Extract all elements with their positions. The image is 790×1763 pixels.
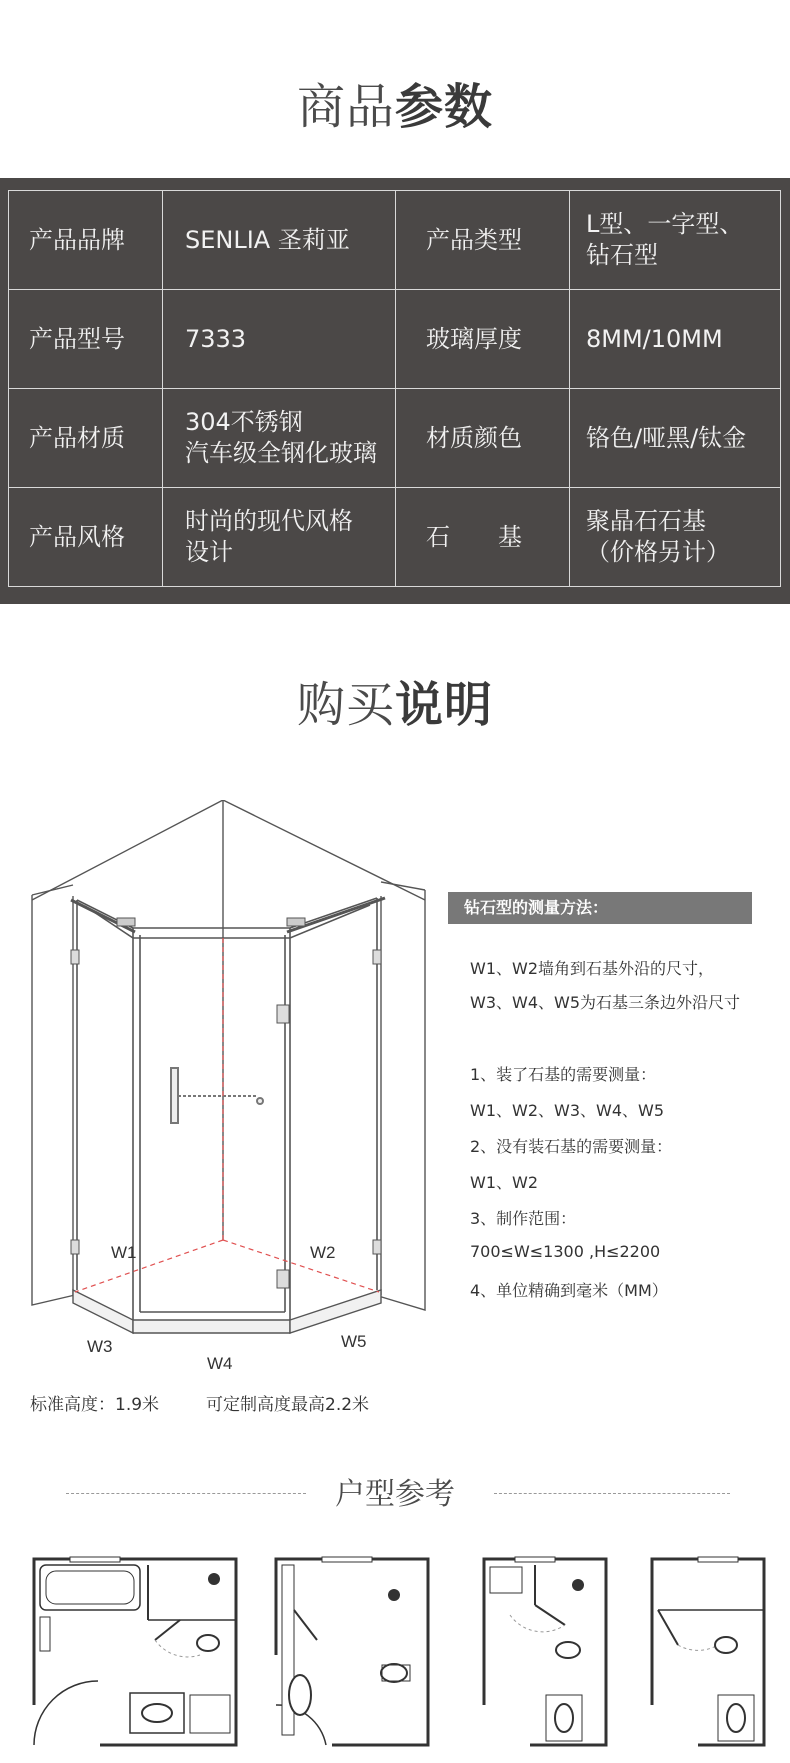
params-value bbox=[163, 290, 396, 389]
params-row bbox=[9, 389, 781, 488]
params-value-line: 时尚的现代风格 bbox=[185, 507, 353, 535]
params-value bbox=[163, 191, 396, 290]
method-line: W3、W4、W5为石基三条边外沿尺寸 bbox=[470, 993, 741, 1012]
method-line: 4、单位精确到毫米（MM） bbox=[470, 1281, 668, 1300]
params-row bbox=[9, 290, 781, 389]
params-value bbox=[163, 488, 396, 587]
method-line: 3、制作范围： bbox=[470, 1209, 577, 1228]
params-value bbox=[570, 389, 781, 488]
params-value bbox=[570, 290, 781, 389]
method-line: W1、W2墙角到石基外沿的尺寸， bbox=[470, 959, 715, 978]
params-value bbox=[163, 389, 396, 488]
params-row bbox=[9, 191, 781, 290]
params-label: 石 基 bbox=[396, 488, 570, 587]
params-label: 材质颜色 bbox=[396, 389, 570, 488]
params-value-line: 设计 bbox=[185, 538, 233, 566]
params-label: 产品品牌 bbox=[9, 191, 163, 290]
params-section-title bbox=[0, 68, 790, 137]
shower-diagram bbox=[25, 800, 445, 1370]
floor-plan-1 bbox=[30, 1555, 240, 1750]
floor-plan-2 bbox=[272, 1555, 432, 1750]
params-value-line: 7333 bbox=[185, 324, 247, 353]
method-line: W1、W2、W3、W4、W5 bbox=[470, 1101, 665, 1120]
w5-label: W5 bbox=[341, 1332, 367, 1351]
params-table bbox=[8, 190, 781, 587]
method-title: 钻石型的测量方法： bbox=[448, 892, 752, 924]
ceiling-line bbox=[32, 800, 425, 900]
w4-label: W4 bbox=[207, 1354, 233, 1370]
params-value bbox=[570, 191, 781, 290]
custom-height: 可定制高度最高2.2米 bbox=[206, 1395, 370, 1415]
w3-label: W3 bbox=[87, 1337, 113, 1356]
params-label: 产品材质 bbox=[9, 389, 163, 488]
params-value-line: SENLIA 圣莉亚 bbox=[185, 225, 350, 254]
params-title-bold: 参数 bbox=[395, 79, 494, 135]
params-value-line: 304不锈钢 bbox=[185, 408, 303, 436]
floor-plan-3 bbox=[480, 1555, 610, 1750]
params-title-light: 商品 bbox=[296, 79, 395, 135]
purchase-title-light: 购买 bbox=[296, 677, 395, 733]
right-wall-edge bbox=[375, 890, 425, 1310]
standard-height: 标准高度：1.9米 bbox=[30, 1395, 160, 1415]
w1-label: W1 bbox=[111, 1243, 137, 1262]
method-line: 1、装了石基的需要测量： bbox=[470, 1065, 657, 1084]
layout-title: 户型参考 bbox=[335, 1477, 455, 1512]
params-row bbox=[9, 488, 781, 587]
params-value-line: 聚晶石石基 bbox=[586, 507, 706, 535]
params-value-line: 8MM/10MM bbox=[586, 324, 723, 353]
params-value-line: （价格另计） bbox=[586, 538, 730, 566]
purchase-section-title bbox=[0, 666, 790, 735]
params-label: 玻璃厚度 bbox=[396, 290, 570, 389]
floor-plan-4 bbox=[648, 1555, 768, 1750]
purchase-title-bold: 说明 bbox=[395, 677, 494, 733]
params-value-line: 汽车级全钢化玻璃 bbox=[185, 439, 377, 467]
params-value bbox=[570, 488, 781, 587]
params-value-line: 铬色/哑黑/钛金 bbox=[586, 423, 747, 452]
params-value-line: 钻石型 bbox=[586, 241, 658, 269]
method-line: W1、W2 bbox=[470, 1173, 539, 1192]
params-label: 产品类型 bbox=[396, 191, 570, 290]
params-label: 产品风格 bbox=[9, 488, 163, 587]
params-value-line: L型、一字型、 bbox=[586, 210, 744, 238]
method-line: 2、没有装石基的需要测量： bbox=[470, 1137, 673, 1156]
divider-right bbox=[494, 1493, 730, 1494]
left-wall-edge bbox=[32, 895, 75, 1305]
method-line: 700≤W≤1300 ,H≤2200 bbox=[470, 1242, 661, 1261]
w2-label: W2 bbox=[310, 1243, 336, 1262]
params-label: 产品型号 bbox=[9, 290, 163, 389]
